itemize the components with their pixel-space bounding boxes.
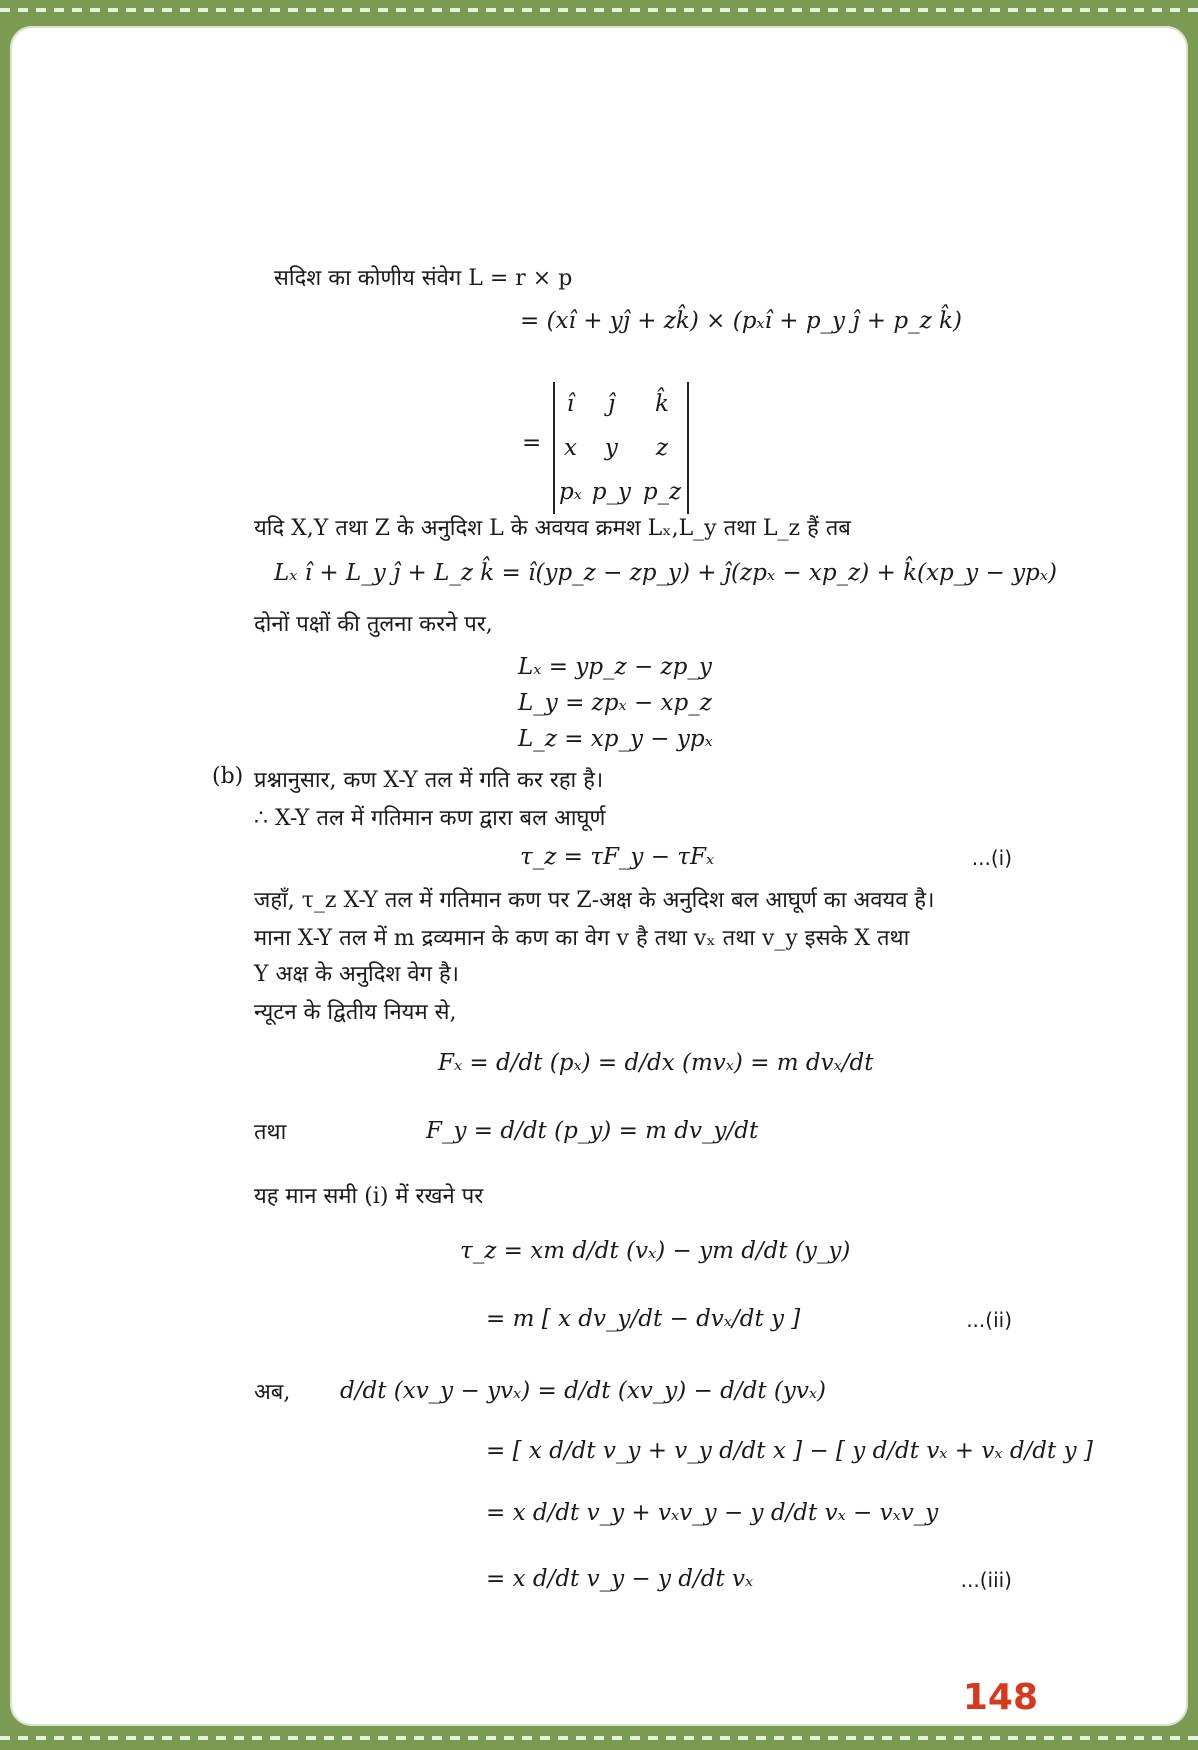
- top-dashed-border: [0, 8, 1198, 12]
- det-cell: x: [563, 435, 577, 461]
- page-number: 148: [962, 1677, 1038, 1718]
- torque-equation: τ_z = τF_y − τFₓ: [520, 844, 715, 870]
- det-cell: pₓ: [558, 479, 582, 505]
- det-cell: p_y: [591, 479, 632, 505]
- det-cell: z: [655, 435, 669, 461]
- substitute-line: यह मान समी (i) में रखने पर: [254, 1184, 484, 1209]
- tau-z-expansion: τ_z = xm d/dt (vₓ) − ym d/dt (y_y): [460, 1238, 851, 1264]
- axis-velocity-line: Y अक्ष के अनुदिश वेग है।: [254, 962, 459, 987]
- det-cell: p_z: [642, 479, 682, 505]
- component-equation: Lₓ î + L_y ĵ + L_z k̂ = î(yp_z − zp_y) + ĵ(zpₓ − xp_z) + k̂(xp_y − ypₓ): [274, 560, 1057, 586]
- components-statement: यदि X,Y तथा Z के अनुदिश L के अवयव क्रमश Lₓ,L_y तथा L_z हैं तब: [254, 516, 851, 541]
- det-cell: y: [604, 435, 618, 461]
- part-b-label: (b): [212, 764, 244, 789]
- det-cell: î: [566, 391, 575, 417]
- part-b-statement: प्रश्नानुसार, कण X-Y तल में गति कर रहा है।: [254, 768, 604, 793]
- equation-tag-ii: ...(ii): [966, 1308, 1012, 1332]
- comparison-line: दोनों पक्षों की तुलना करने पर,: [254, 612, 493, 637]
- angular-momentum-line: सदिश का कोणीय संवेग L = r × p: [274, 266, 573, 291]
- torque-statement: ∴ X-Y तल में गतिमान कण द्वारा बल आघूर्ण: [254, 806, 606, 831]
- determinant-matrix: [553, 382, 689, 514]
- newton-law-line: न्यूटन के द्वितीय नियम से,: [254, 1000, 457, 1025]
- equation-tag-i: ...(i): [971, 846, 1012, 870]
- final-result: = x d/dt v_y − y d/dt vₓ: [486, 1566, 754, 1592]
- fx-equation: Fₓ = d/dt (pₓ) = d/dx (mvₓ) = m dvₓ/dt: [438, 1050, 874, 1076]
- page: [10, 26, 1188, 1726]
- bottom-dashed-border: [0, 1736, 1198, 1740]
- det-cell: k̂: [655, 391, 669, 417]
- det-cell: ĵ: [607, 391, 615, 417]
- cross-product-expansion: = (xî + yĵ + zk̂) × (pₓî + p_y ĵ + p_z k̂): [520, 308, 962, 334]
- lz-equation: L_z = xp_y − ypₓ: [518, 726, 713, 752]
- product-rule-expansion: = [ x d/dt v_y + v_y d/dt x ] − [ y d/dt vₓ + vₓ d/dt y ]: [486, 1438, 1093, 1464]
- lx-equation: Lₓ = yp_z − zp_y: [518, 654, 712, 680]
- ly-equation: L_y = zpₓ − xp_z: [518, 690, 712, 716]
- assume-line: माना X-Y तल में m द्रव्यमान के कण का वेग v है तथा vₓ तथा v_y इसके X तथा: [254, 926, 910, 951]
- tau-z-simplified: = m [ x dv_y/dt − dvₓ/dt y ]: [486, 1306, 801, 1332]
- determinant-equals: =: [522, 430, 542, 456]
- where-line: जहाँ, τ_z X-Y तल में गतिमान कण पर Z-अक्ष के अनुदिश बल आघूर्ण का अवयव है।: [254, 888, 935, 913]
- equation-tag-iii: ...(iii): [960, 1568, 1012, 1592]
- and-label: तथा: [254, 1120, 287, 1145]
- expanded-terms: = x d/dt v_y + vₓv_y − y d/dt vₓ − vₓv_y: [486, 1500, 939, 1526]
- now-label: अब,: [254, 1380, 291, 1405]
- derivative-equation: d/dt (xv_y − yvₓ) = d/dt (xv_y) − d/dt (yvₓ): [340, 1378, 826, 1404]
- fy-equation: F_y = d/dt (p_y) = m dv_y/dt: [426, 1118, 759, 1144]
